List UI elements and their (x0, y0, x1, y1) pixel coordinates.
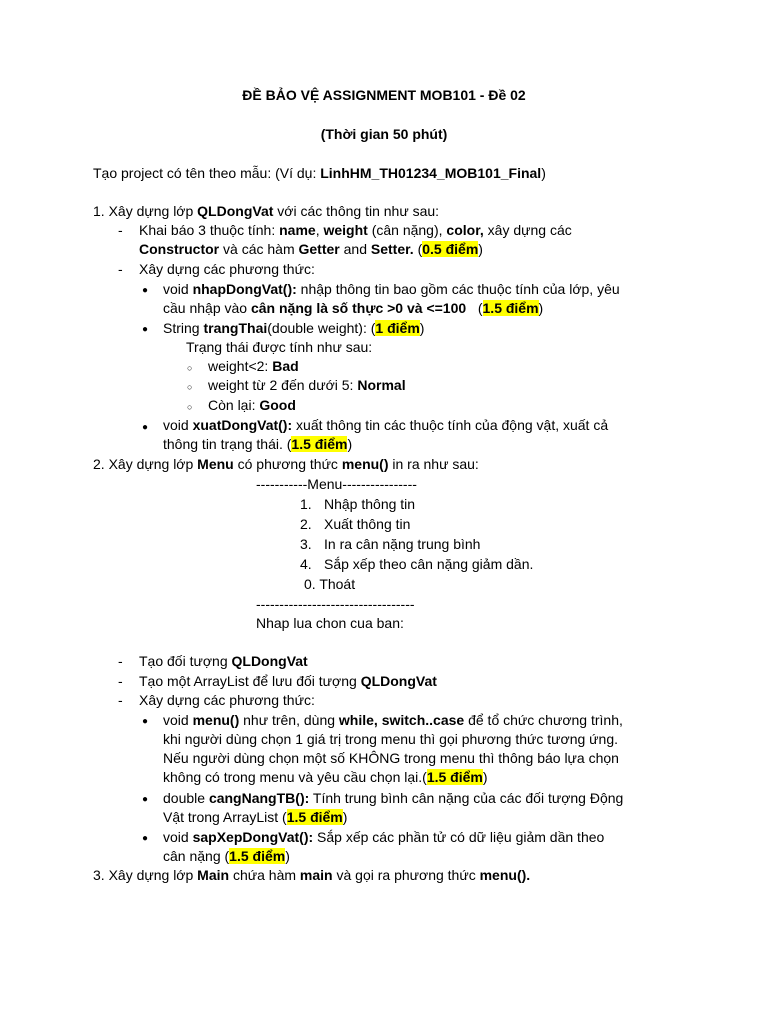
menu-item-number: 2. (300, 516, 312, 532)
status-rule-bad: weight<2: Bad (208, 358, 299, 374)
xuat-method-line1: void xuatDongVat(): xuất thông tin các thuộc tính của động vật, xuất cả (163, 417, 609, 433)
xuat-method-line2: thông tin trạng thái. (1.5 điểm) (163, 436, 353, 452)
dash-bullet: - (118, 673, 123, 689)
nhap-method-line2: cầu nhập vào cân nặng là số thực >0 và <=100 (1.5 điểm) (163, 300, 544, 316)
bullet-dot-icon: ● (142, 285, 149, 296)
menu-item-label: Xuất thông tin (324, 516, 411, 532)
trangthai-note: Trạng thái được tính như sau: (186, 339, 373, 355)
dash-bullet: - (118, 653, 123, 669)
section-3-heading: 3. Xây dựng lớp Main chứa hàm main và gọi ra phương thức menu(). (93, 867, 531, 883)
methods-label: Xây dựng các phương thức: (139, 692, 315, 708)
project-name-example: LinhHM_TH01234_MOB101_Final (320, 165, 542, 181)
menu-method-line1: void menu() như trên, dùng while, switch..case để tổ chức chương trình, (163, 712, 623, 728)
create-object-line: Tạo đối tượng QLDongVat (139, 653, 308, 669)
document-title: ĐỀ BẢO VỆ ASSIGNMENT MOB101 - Đề 02 (242, 87, 526, 103)
score-badge: 1.5 điểm (291, 436, 348, 452)
bullet-dot-icon: ● (142, 833, 149, 844)
status-rule-good: Còn lại: Good (208, 397, 296, 413)
bullet-dot-icon: ● (142, 422, 149, 433)
status-rule-normal: weight từ 2 đến dưới 5: Normal (208, 377, 406, 393)
dash-bullet: - (118, 692, 123, 708)
menu-method-line3: Nếu người dùng chọn một số KHÔNG trong menu thì thông báo lựa chọn (163, 750, 619, 766)
score-badge: 1.5 điểm (482, 300, 539, 316)
bullet-dot-icon: ● (142, 716, 149, 727)
menu-item-number: 4. (300, 556, 312, 572)
score-badge: 1.5 điểm (426, 769, 483, 785)
bullet-dot-icon: ● (142, 324, 149, 335)
dash-bullet: - (118, 222, 123, 238)
dash-bullet: - (118, 261, 123, 277)
menu-top-border: -----------Menu---------------- (256, 476, 417, 492)
menu-bottom-border: ---------------------------------- (256, 596, 415, 612)
menu-item-number: 1. (300, 496, 312, 512)
menu-item-label: In ra cân nặng trung bình (324, 536, 481, 552)
score-badge: 1 điểm (375, 320, 420, 336)
menu-item-label: Sắp xếp theo cân nặng giảm dần. (324, 556, 534, 572)
constructor-line: Constructor và các hàm Getter and Setter. (0.5 điểm) (139, 241, 483, 257)
attributes-line: Khai báo 3 thuộc tính: name, weight (cân nặng), color, xây dựng các (139, 222, 572, 238)
menu-method-line4: không có trong menu và yêu cầu chọn lại.(1.5 điểm) (163, 769, 488, 785)
trangthai-method-line: String trangThai(double weight): (1 điểm) (163, 320, 425, 336)
section-1-heading: 1. Xây dựng lớp QLDongVat với các thông tin như sau: (93, 203, 440, 219)
bullet-dot-icon: ● (142, 794, 149, 805)
menu-method-line2: khi người dùng chọn 1 giá trị trong menu thì gọi phương thức tương ứng. (163, 731, 618, 747)
score-badge: 1.5 điểm (229, 848, 286, 864)
score-badge: 0.5 điểm (422, 241, 479, 257)
menu-item-label: Nhập thông tin (324, 496, 416, 512)
sort-method-line1: void sapXepDongVat(): Sắp xếp các phần tử có dữ liệu giảm dần theo (163, 829, 605, 845)
project-naming-line: Tạo project có tên theo mẫu: (Ví dụ: LinhHM_TH01234_MOB101_Final) (93, 165, 546, 181)
bullet-circle-icon: ○ (187, 363, 193, 373)
average-method-line2: Vật trong ArrayList (1.5 điểm) (163, 809, 348, 825)
average-method-line1: double cangNangTB(): Tính trung bình cân nặng của các đối tượng Động (163, 790, 624, 806)
section-2-heading: 2. Xây dựng lớp Menu có phương thức menu() in ra như sau: (93, 456, 479, 472)
create-arraylist-line: Tạo một ArrayList để lưu đối tượng QLDongVat (139, 673, 437, 689)
sort-method-line2: cân nặng (1.5 điểm) (163, 848, 290, 864)
bullet-circle-icon: ○ (187, 382, 193, 392)
methods-label: Xây dựng các phương thức: (139, 261, 315, 277)
time-limit: (Thời gian 50 phút) (320, 126, 448, 142)
bullet-circle-icon: ○ (187, 402, 193, 412)
menu-exit-item: 0. Thoát (304, 576, 356, 592)
menu-item-number: 3. (300, 536, 312, 552)
nhap-method-line1: void nhapDongVat(): nhập thông tin bao gồm các thuộc tính của lớp, yêu (163, 281, 620, 297)
score-badge: 1.5 điểm (286, 809, 343, 825)
menu-prompt: Nhap lua chon cua ban: (256, 615, 404, 631)
